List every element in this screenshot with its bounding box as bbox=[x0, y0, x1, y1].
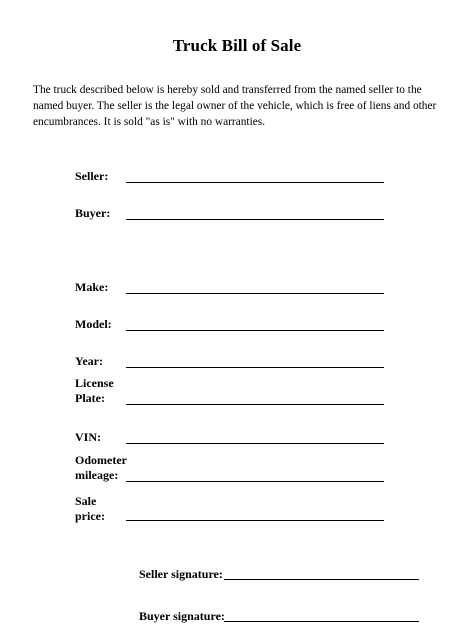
vin-label: VIN: bbox=[75, 430, 101, 444]
make-label: Make: bbox=[75, 280, 109, 294]
seller-signature-field[interactable] bbox=[224, 579, 419, 580]
model-field[interactable] bbox=[126, 330, 384, 331]
year-field[interactable] bbox=[126, 367, 384, 368]
buyer-label: Buyer: bbox=[75, 206, 111, 220]
make-field[interactable] bbox=[126, 293, 384, 294]
seller-label: Seller: bbox=[75, 169, 109, 183]
year-label: Year: bbox=[75, 354, 103, 368]
sale-price-field[interactable] bbox=[126, 520, 384, 521]
odometer-label: Odometer mileage: bbox=[75, 453, 127, 482]
document-title: Truck Bill of Sale bbox=[172, 36, 302, 55]
intro-paragraph: The truck described below is hereby sold and transferred from the named seller to the named buyer. The seller is the legal owner of the vehicle, which is free of liens and other encumbrances. It is sold "as is" with no warranties. bbox=[33, 83, 437, 128]
license-plate-field[interactable] bbox=[126, 404, 384, 405]
sale-price-label: Sale price: bbox=[75, 494, 105, 523]
odometer-field[interactable] bbox=[126, 481, 384, 482]
seller-field[interactable] bbox=[126, 182, 384, 183]
buyer-signature-field[interactable] bbox=[224, 621, 419, 622]
vin-field[interactable] bbox=[126, 443, 384, 444]
model-label: Model: bbox=[75, 317, 112, 331]
buyer-field[interactable] bbox=[126, 219, 384, 220]
seller-signature-label: Seller signature: bbox=[139, 567, 223, 581]
license-plate-label: License Plate: bbox=[75, 376, 114, 405]
buyer-signature-label: Buyer signature: bbox=[139, 609, 225, 623]
